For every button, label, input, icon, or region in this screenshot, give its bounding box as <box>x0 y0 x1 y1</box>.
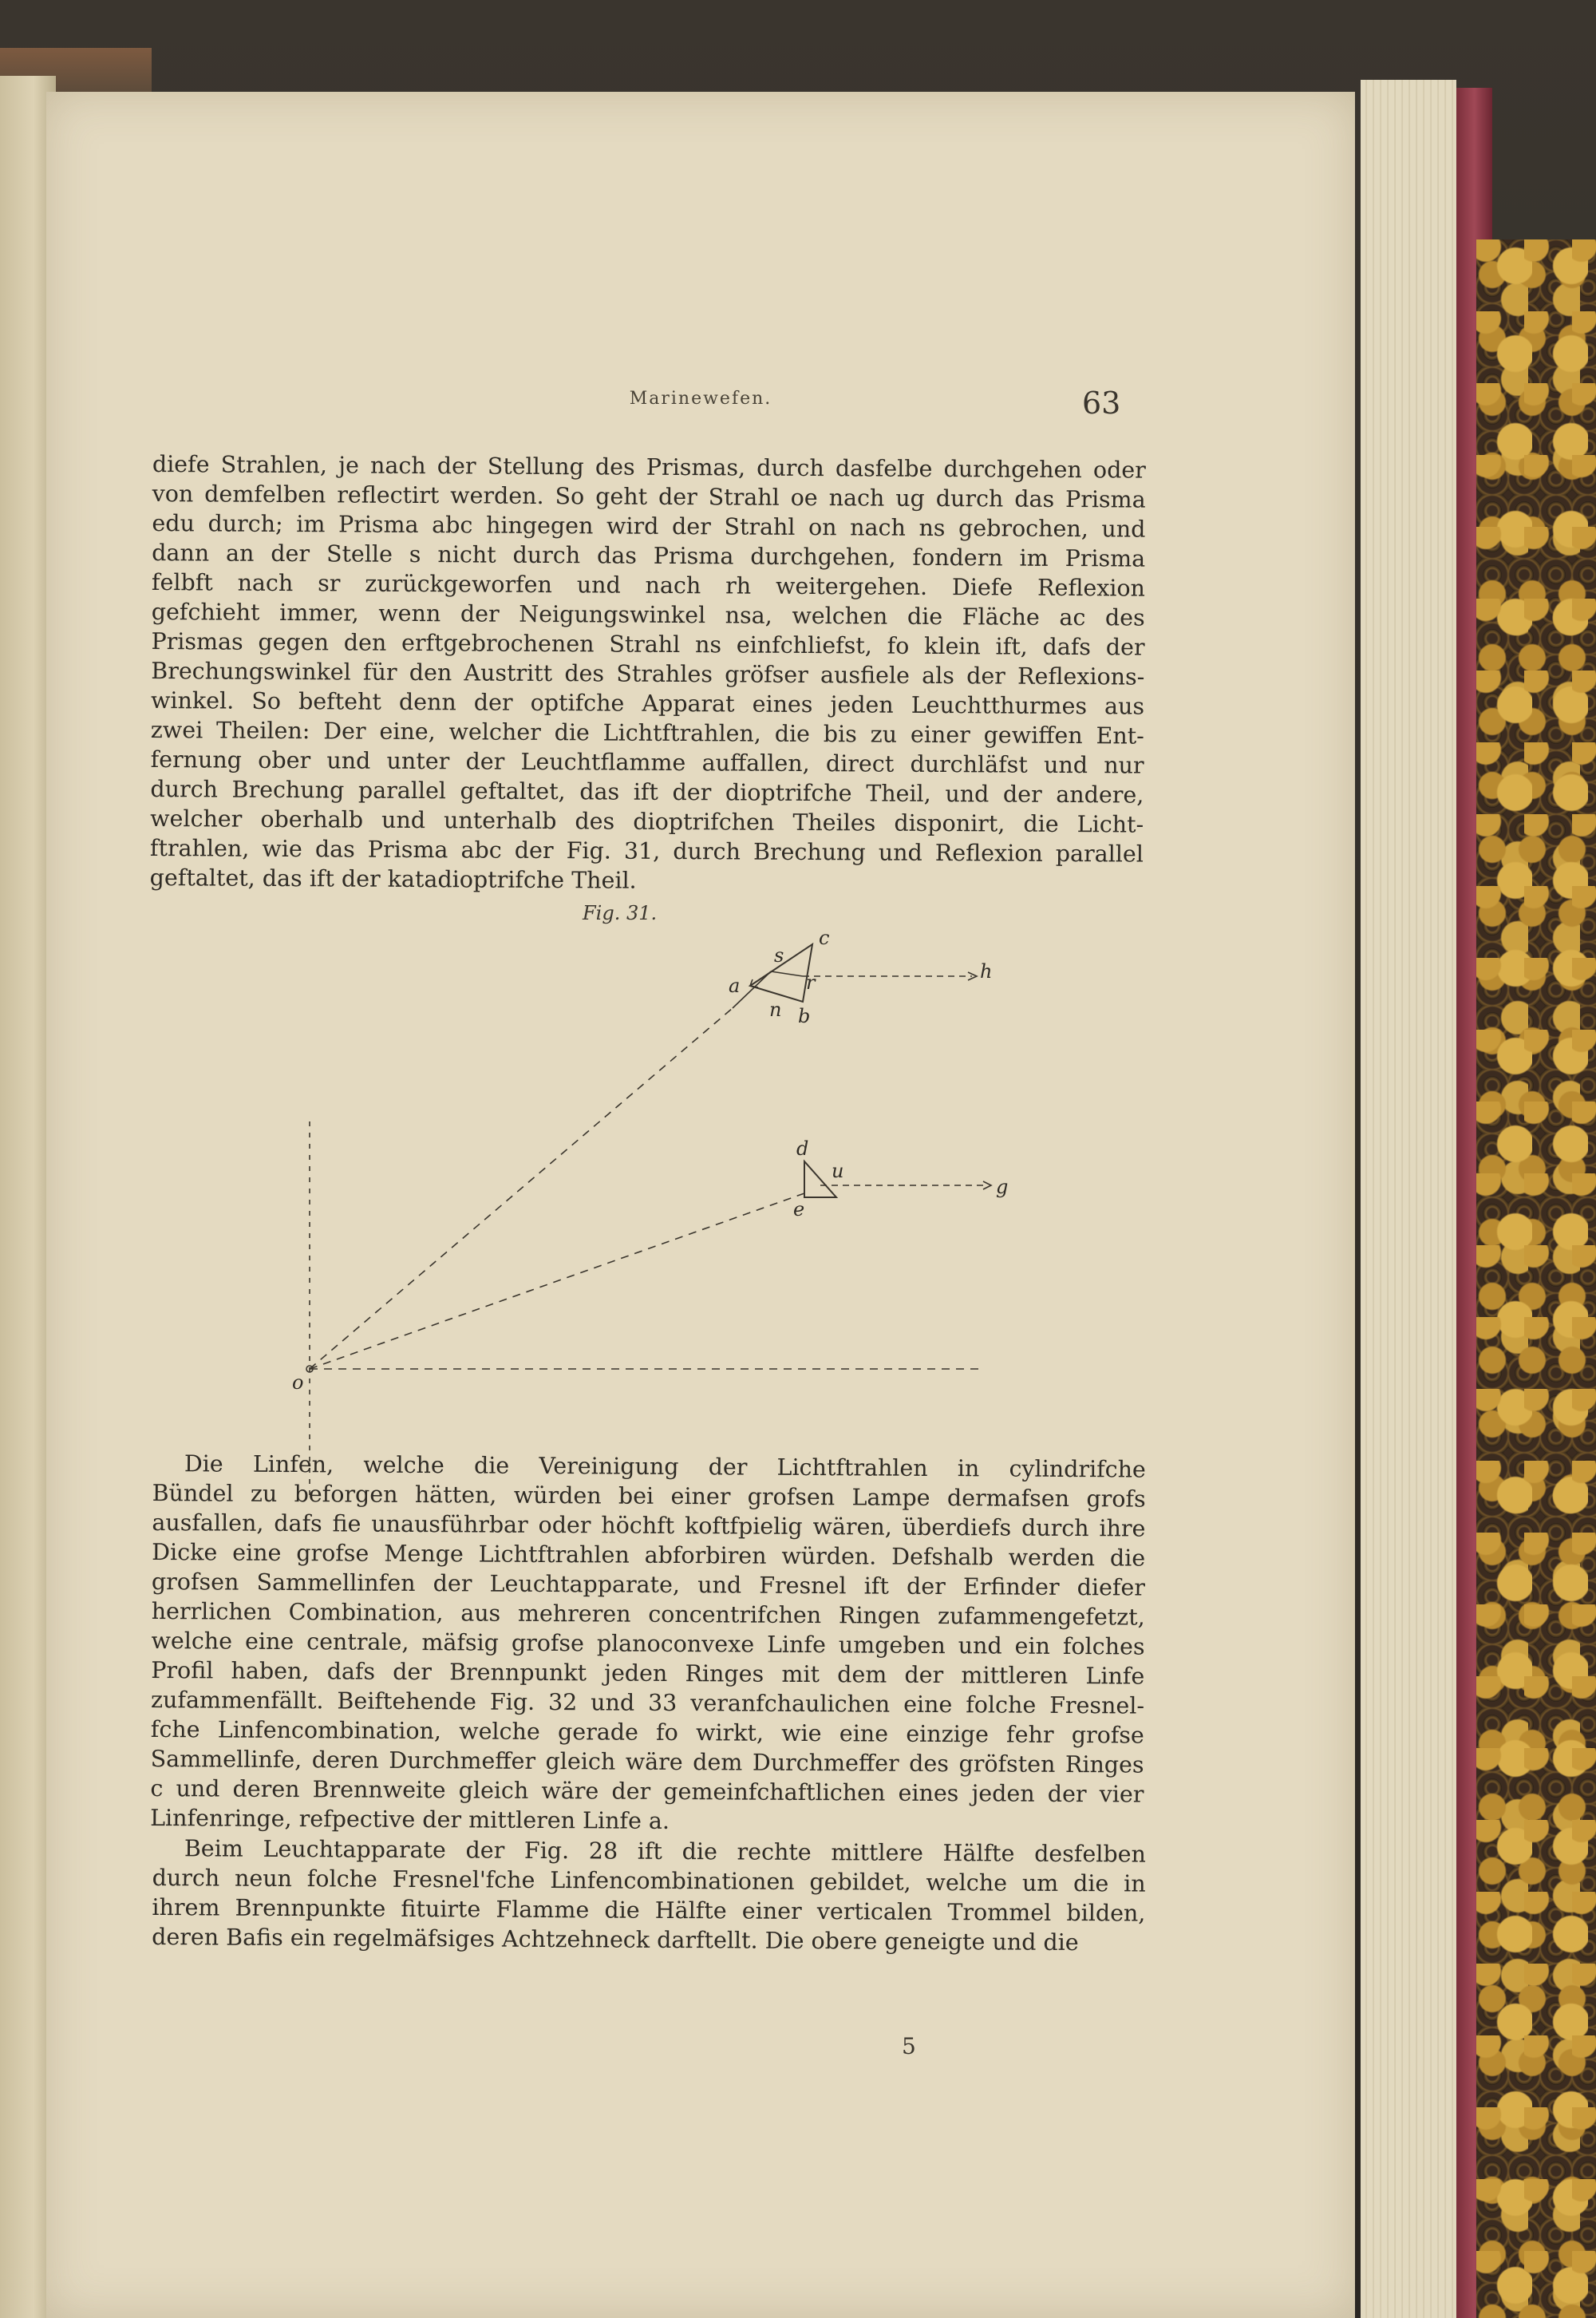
text-line: Die Linfen, welche die Vereinigung der Lichtftrahlen in cylindrifche <box>184 1450 1146 1483</box>
text-line: Linfenringe, refpective der mittleren Linfe a. <box>150 1804 670 1834</box>
text-line: ftrahlen, wie das Prisma abc der Fig. 31, durch Brechung und Reflexion parallel <box>149 834 1144 868</box>
text-line: c und deren Brennweite gleich wäre der gemeinfchaftlichen eines jeden der vier <box>150 1774 1144 1808</box>
text-line: diefe Strahlen, je nach der Stellung des Prismas, durch dasfelbe durchgehen oder <box>152 451 1146 484</box>
page-number: 63 <box>1082 386 1121 421</box>
text-line: welcher oberhalb und unterhalb des dioptrifchen Theiles disponirt, die Licht- <box>150 805 1144 838</box>
text-line: geftaltet, das ift der katadioptrifche Theil. <box>149 864 637 894</box>
text-line: felbft nach sr zurückgeworfen und nach rh weitergehen. Diefe Reflexion <box>151 568 1146 602</box>
label-g: g <box>996 1176 1009 1198</box>
text-line: Bündel zu beforgen hätten, würden bei einer grofsen Lampe dermafsen grofs <box>152 1479 1146 1513</box>
text-line: ihrem Brennpunkte fituirte Flamme die Hälfte einer verticalen Trommel bilden, <box>152 1893 1146 1927</box>
text-line: welche eine centrale, mäfsig grofse planoconvexe Linfe umgeben und ein folches <box>151 1627 1145 1660</box>
label-b: b <box>798 1005 811 1027</box>
text-line: von demfelben reflectirt werden. So geht der Strahl oe nach ug durch das Prisma <box>152 480 1146 513</box>
text-line: zwei Theilen: Der eine, welcher die Lichtftrahlen, die bis zu einer gewiffen Ent- <box>150 716 1144 750</box>
text-line: winkel. So befteht denn der optifche Apparat eines jeden Leuchtthurmes aus <box>150 686 1145 720</box>
book-page <box>46 92 1355 2318</box>
text-line: Sammellinfe, deren Durchmeffer gleich wäre dem Durchmeffer des gröfsten Ringes <box>150 1745 1144 1778</box>
label-n: n <box>769 999 782 1021</box>
label-s: s <box>774 944 784 967</box>
text-line: gefchieht immer, wenn der Neigungswinkel nsa, welchen die Fläche ac des <box>151 598 1145 631</box>
ray-s-r <box>771 971 803 976</box>
text-line: dann an der Stelle s nicht durch das Prisma durchgehen, fondern im Prisma <box>152 539 1146 572</box>
page-stack <box>1361 80 1456 2318</box>
marbled-cover <box>1476 239 1596 2318</box>
text-line: Brechungswinkel für den Austritt des Strahles gröfser ausfiele als der Reflexions- <box>151 657 1145 690</box>
figure-caption: Fig. 31. <box>583 902 658 924</box>
ray-o-e <box>310 1193 804 1369</box>
text-line: edu durch; im Prisma abc hingegen wird der Strahl on nach ns gebrochen, und <box>152 509 1146 543</box>
running-head: Marinewefen. <box>629 389 772 409</box>
label-r: r <box>806 971 816 994</box>
text-line: durch Brechung parallel geftaltet, das ift der dioptrifche Theil, und der andere, <box>150 775 1144 809</box>
signature-mark: 5 <box>902 2033 916 2059</box>
paragraph-3 <box>152 1833 1146 1958</box>
label-o: o <box>292 1371 304 1394</box>
label-e: e <box>793 1198 805 1220</box>
text-line: durch neun folche Fresnel'fche Linfencombinationen gebildet, welche um die in <box>152 1864 1146 1897</box>
text-line: grofsen Sammellinfen der Leuchtapparate, und Fresnel ift der Erfinder diefer <box>151 1568 1146 1601</box>
label-h: h <box>980 960 993 983</box>
figure-31-diagram <box>286 922 1044 1529</box>
text-line: fernung ober und unter der Leuchtflamme auffallen, direct durchläfst und nur <box>150 746 1144 779</box>
arrow-h <box>968 972 977 980</box>
text-line: fche Linfencombination, welche gerade fo wirkt, wie eine einzige fehr grofse <box>150 1715 1144 1749</box>
text-line: deren Bafis ein regelmäfsiges Achtzehneck darftellt. Die obere geneigte und die <box>152 1923 1079 1956</box>
label-u: u <box>832 1160 844 1182</box>
text-line: Beim Leuchtapparate der Fig. 28 ift die rechte mittlere Hälfte desfelben <box>184 1835 1146 1868</box>
paragraph-2 <box>150 1449 1146 1839</box>
text-line: herrlichen Combination, aus mehreren concentrifchen Ringen zufammengefetzt, <box>151 1597 1145 1631</box>
text-line: Profil haben, dafs der Brennpunkt jeden Ringes mit dem der mittleren Linfe <box>151 1656 1145 1690</box>
label-d: d <box>796 1137 809 1160</box>
text-line: Prismas gegen den erftgebrochenen Strahl ns einfchliefst, fo klein ift, dafs der <box>151 627 1145 661</box>
paragraph-1 <box>150 449 1146 899</box>
label-c: c <box>819 927 830 949</box>
arrow-g <box>983 1181 991 1189</box>
ray-o-n <box>310 1008 733 1369</box>
text-line: zufammenfällt. Beiftehende Fig. 32 und 33 veranfchaulichen eine folche Fresnel- <box>150 1686 1145 1719</box>
text-line: Dicke eine grofse Menge Lichtftrahlen abforbiren würden. Defshalb werden die <box>152 1538 1146 1572</box>
text-line: ausfallen, dafs fie unausführbar oder höchft koftfpielig wären, überdiefs durch ihre <box>152 1509 1146 1542</box>
label-a: a <box>729 975 741 997</box>
